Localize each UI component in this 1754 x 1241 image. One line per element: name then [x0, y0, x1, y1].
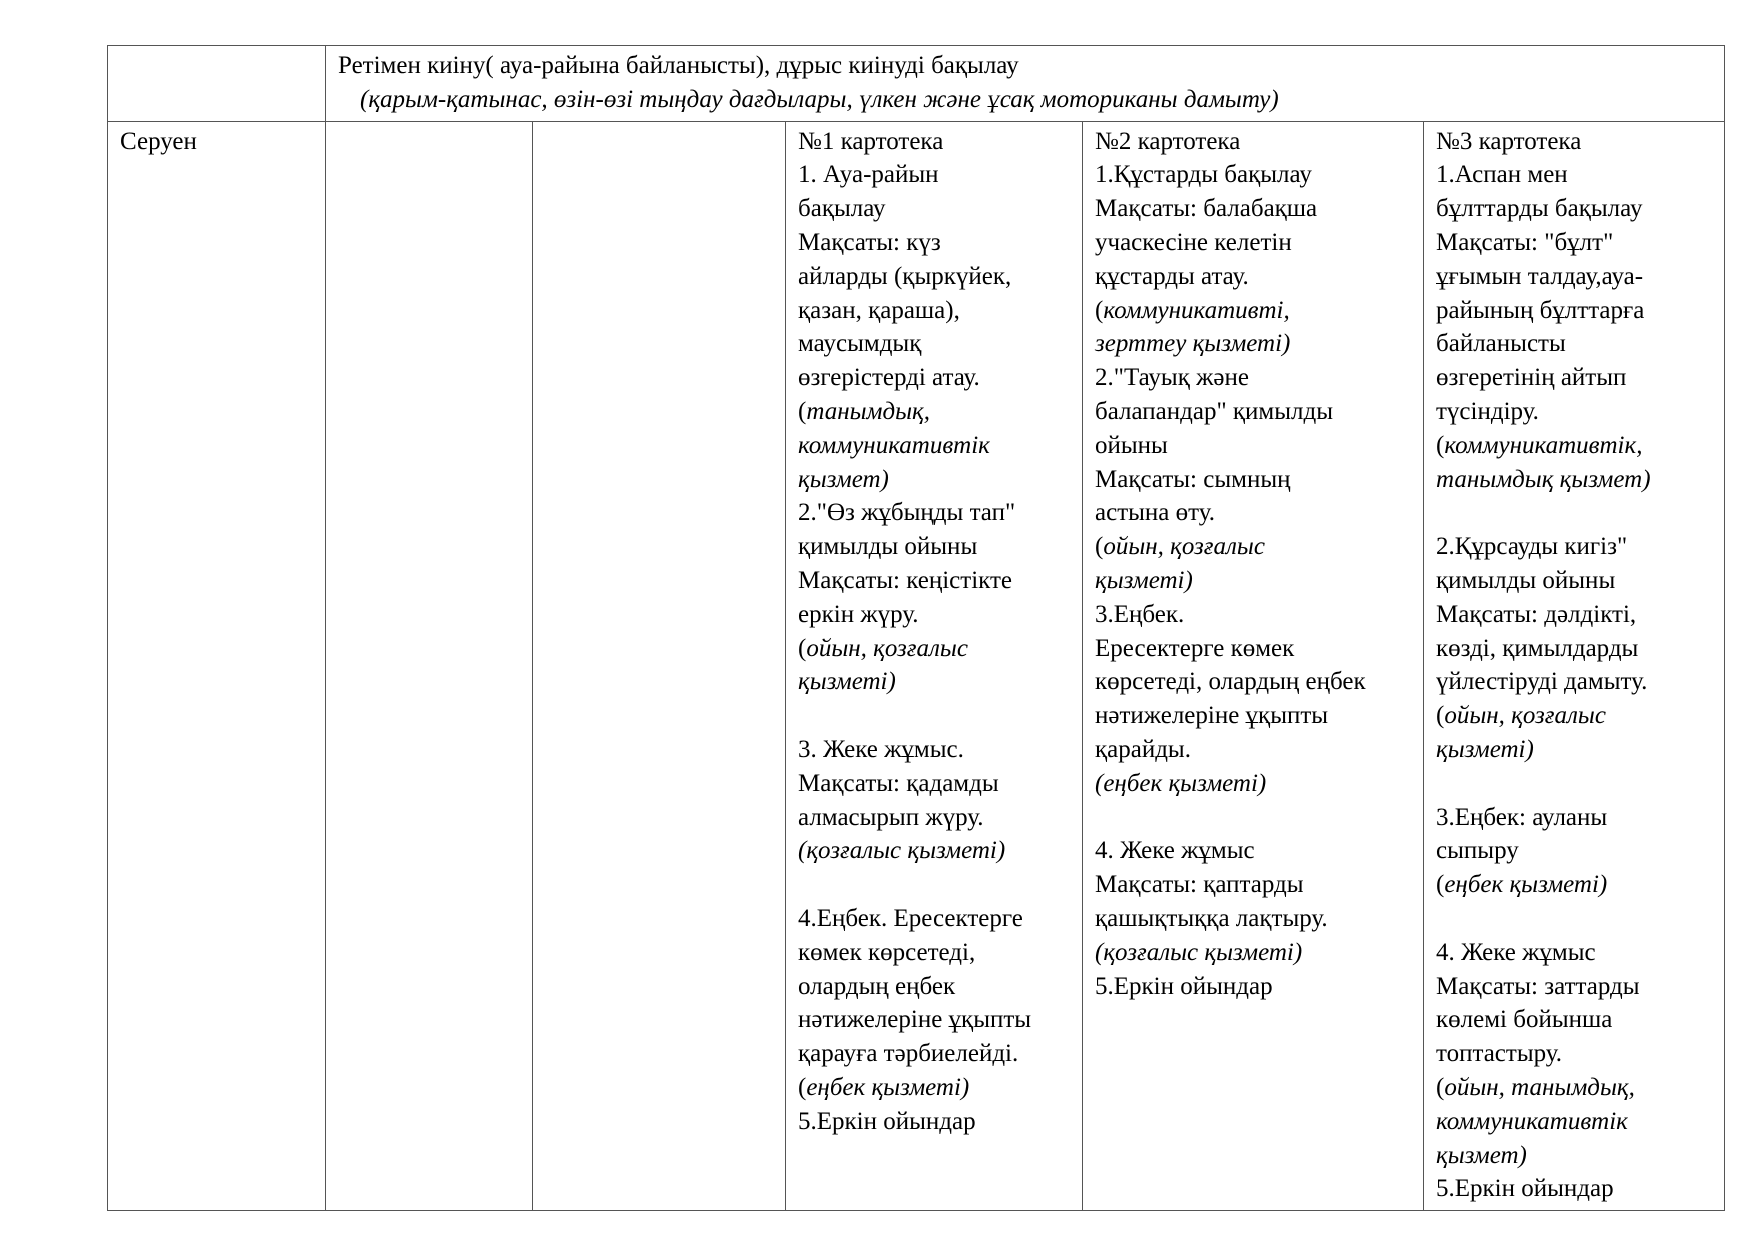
card3-line: түсіндіру. — [1436, 397, 1539, 425]
card1-line: өзгерістерді атау. — [798, 364, 980, 392]
card2-header: №2 картотека — [1095, 127, 1241, 155]
card2-line: 5.Еркін ойындар — [1095, 972, 1273, 1000]
card1-line — [798, 1071, 1070, 1105]
card1-line: олардың еңбек — [798, 972, 956, 1000]
empty-cell — [326, 121, 533, 1211]
table-row-dressing — [108, 46, 1725, 122]
card3-line: байланысты — [1436, 330, 1566, 358]
card1-cell — [786, 121, 1083, 1211]
card1-line — [798, 632, 1070, 666]
card1-line: қазан, қараша), — [798, 296, 960, 324]
card2-line: көрсетеді, олардың еңбек — [1095, 668, 1366, 696]
card2-line: қарайды. — [1095, 735, 1191, 763]
card3-line: 1.Аспан мен — [1436, 161, 1568, 189]
card2-line: 4. Жеке жұмыс — [1095, 837, 1255, 865]
card1-line: қарауға тәрбиелейді. — [798, 1040, 1019, 1068]
spacer — [1436, 902, 1712, 936]
card2-line: 1.Құстарды бақылау — [1095, 161, 1312, 189]
card1-line: 2."Өз жұбыңды тап" — [798, 499, 1016, 527]
paren: ( — [1095, 296, 1104, 324]
paren: ( — [798, 1073, 807, 1101]
card3-line: Мақсаты: "бұлт" — [1436, 228, 1614, 256]
activity-note: қызмет) — [798, 465, 889, 493]
activity-note: коммуникативті, — [1103, 296, 1290, 324]
activity-note: коммуникативтік — [1436, 1107, 1628, 1135]
card1-line: еркін жүру. — [798, 600, 919, 628]
card2-line: Ересектерге көмек — [1095, 634, 1295, 662]
card3-line: 2.Құрсауды кигіз" — [1436, 533, 1628, 561]
dressing-subtitle: (қарым-қатынас, өзін-өзі тыңдау дағдылары, үлкен және ұсақ моториканы дамыту) — [360, 85, 1279, 113]
spacer — [798, 868, 1070, 902]
card3-line — [1436, 868, 1712, 902]
card1-line: 3. Жеке жұмыс. — [798, 735, 964, 763]
card3-line: 3.Еңбек: ауланы — [1436, 803, 1608, 831]
activity-note: коммуникативтік — [798, 431, 990, 459]
card3-line — [1436, 429, 1712, 463]
card2-line: балапандар" қимылды — [1095, 397, 1334, 425]
walk-label: Серуен — [120, 127, 197, 155]
card2-line: қашықтыққа лақтыру. — [1095, 904, 1328, 932]
activity-note: коммуникативтік, — [1444, 431, 1643, 459]
card1-line: көмек көрсетеді, — [798, 938, 976, 966]
activity-note: танымдық қызмет) — [1436, 465, 1651, 493]
card3-line — [1436, 1071, 1712, 1105]
activity-note: қызметі) — [798, 668, 896, 696]
activity-note: ойын, қозғалыс — [806, 634, 968, 662]
paren: ( — [798, 634, 807, 662]
card1-header: №1 картотека — [798, 127, 944, 155]
dressing-cell — [326, 46, 1725, 122]
activity-note: танымдық, — [806, 397, 930, 425]
card3-line: сыпыру — [1436, 837, 1519, 865]
card1-line: Мақсаты: қадамды — [798, 769, 999, 797]
card2-line: 3.Еңбек. — [1095, 600, 1185, 628]
card1-line: айларды (қыркүйек, — [798, 262, 1012, 290]
activity-note: ойын, қозғалыс — [1444, 702, 1606, 730]
card1-line: маусымдық — [798, 330, 922, 358]
card3-line: үйлестіруді дамыту. — [1436, 668, 1648, 696]
activity-note: (қозғалыс қызметі) — [1095, 938, 1303, 966]
card2-line: Мақсаты: қаптарды — [1095, 871, 1304, 899]
card3-line: көзді, қимылдарды — [1436, 634, 1639, 662]
activity-note: ойын, танымдық, — [1444, 1073, 1635, 1101]
card2-line: астына өту. — [1095, 499, 1215, 527]
card3-line: райының бұлттарға — [1436, 296, 1645, 324]
card3-line: Мақсаты: заттарды — [1436, 972, 1640, 1000]
card2-line: нәтижелеріне ұқыпты — [1095, 702, 1329, 730]
spacer — [1436, 496, 1712, 530]
card2-line: ойыны — [1095, 431, 1168, 459]
card3-line: өзгеретінің айтып — [1436, 364, 1627, 392]
paren: ( — [798, 397, 807, 425]
spacer — [1095, 801, 1411, 835]
activity-note: қызметі) — [1095, 566, 1193, 594]
card3-cell — [1424, 121, 1725, 1211]
card3-line: ұғымын талдау,ауа- — [1436, 262, 1644, 290]
card1-line: Мақсаты: кеңістікте — [798, 566, 1012, 594]
spacer — [798, 699, 1070, 733]
activity-note: қызметі) — [1436, 735, 1534, 763]
card2-line: құстарды атау. — [1095, 262, 1249, 290]
walk-label-cell — [108, 121, 326, 1211]
empty-cell — [108, 46, 326, 122]
card3-line: топтастыру. — [1436, 1040, 1563, 1068]
card1-line: 4.Еңбек. Ересектерге — [798, 904, 1023, 932]
card3-line: бұлттарды бақылау — [1436, 195, 1643, 223]
activity-note: еңбек қызметі) — [806, 1073, 970, 1101]
paren: ( — [1436, 702, 1445, 730]
card2-line — [1095, 294, 1411, 328]
card1-line: бақылау — [798, 195, 886, 223]
activity-note: (еңбек қызметі) — [1095, 769, 1267, 797]
paren: ( — [1095, 533, 1104, 561]
card1-line: алмасырып жүру. — [798, 803, 984, 831]
card1-line: 5.Еркін ойындар — [798, 1107, 976, 1135]
card2-line: 2."Тауық және — [1095, 364, 1249, 392]
paren: ( — [1436, 431, 1445, 459]
card1-line: нәтижелеріне ұқыпты — [798, 1006, 1032, 1034]
activity-note: еңбек қызметі) — [1444, 871, 1608, 899]
activity-note: (қозғалыс қызметі) — [798, 837, 1006, 865]
card3-line — [1436, 699, 1712, 733]
card2-line: учаскесіне келетін — [1095, 228, 1292, 256]
card3-header: №3 картотека — [1436, 127, 1582, 155]
card1-line: қимылды ойыны — [798, 533, 978, 561]
card2-line — [1095, 530, 1411, 564]
spacer — [1436, 767, 1712, 801]
card3-line: 4. Жеке жұмыс — [1436, 938, 1596, 966]
dressing-title: Ретімен киіну( ауа-райына байланысты), дұрыс киінуді бақылау — [338, 52, 1019, 79]
card2-cell — [1083, 121, 1424, 1211]
paren: ( — [1436, 871, 1445, 899]
card2-line: Мақсаты: сымның — [1095, 465, 1291, 493]
empty-cell — [533, 121, 786, 1211]
card1-line — [798, 395, 1070, 429]
paren: ( — [1436, 1073, 1445, 1101]
activity-note: қызмет) — [1436, 1141, 1527, 1169]
card3-line: көлемі бойынша — [1436, 1006, 1613, 1034]
document-page — [107, 45, 1724, 1211]
card1-line: Мақсаты: күз — [798, 228, 941, 256]
card1-line: 1. Ауа-райын — [798, 161, 939, 189]
card3-line: Мақсаты: дәлдікті, — [1436, 600, 1637, 628]
card3-line: қимылды ойыны — [1436, 566, 1616, 594]
activity-note: зерттеу қызметі) — [1095, 330, 1291, 358]
activity-note: ойын, қозғалыс — [1103, 533, 1265, 561]
plan-table — [107, 45, 1725, 1211]
table-row-walk — [108, 121, 1725, 1211]
card3-line: 5.Еркін ойындар — [1436, 1175, 1614, 1203]
card2-line: Мақсаты: балабақша — [1095, 195, 1318, 223]
